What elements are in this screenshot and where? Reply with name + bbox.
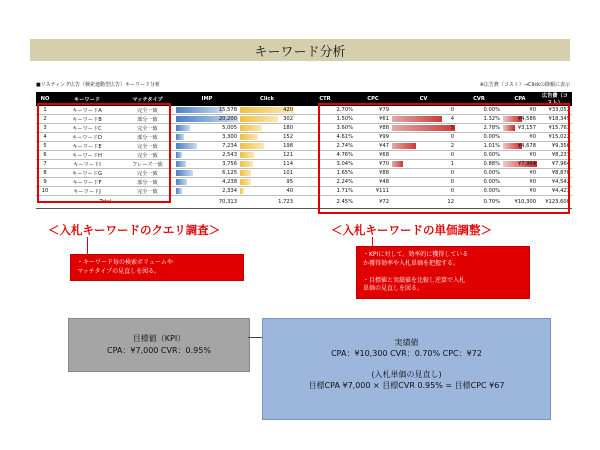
row-number: 5 xyxy=(36,142,54,151)
click-databar xyxy=(240,143,264,149)
match-type-cell: 完全一致 xyxy=(120,151,175,160)
ctr-cell: 4.76% xyxy=(295,151,355,160)
cost-cell: ¥15,763 xyxy=(538,124,572,133)
metric-columns-highlight xyxy=(318,103,570,214)
keyword-columns-highlight xyxy=(37,103,171,203)
row-number: 1 xyxy=(36,106,54,115)
cpc-cell: ¥68 xyxy=(355,151,391,160)
cvr-cell: 0.00% xyxy=(456,106,502,115)
total-ctr: 2.45% xyxy=(295,196,355,209)
click-cell-value: 302 xyxy=(283,116,293,122)
cv-cell-value: 5 xyxy=(450,125,454,131)
click-cell xyxy=(239,151,295,160)
imp-cell xyxy=(175,115,239,124)
note-right-line: 単価の見直しを図る。 xyxy=(363,285,424,292)
ctr-cell: 3.60% xyxy=(295,124,355,133)
cvr-cell: 0.00% xyxy=(456,178,502,187)
click-cell xyxy=(239,187,295,196)
page-title-banner xyxy=(30,39,570,61)
annotation-query-research: ＜入札キーワードのクエリ調査＞ xyxy=(48,223,221,237)
total-imp: 70,313 xyxy=(175,196,239,209)
actual-results-box xyxy=(262,318,551,420)
cost-cell: ¥18,345 xyxy=(538,115,572,124)
click-cell-value: 101 xyxy=(283,170,293,176)
cpc-cell: ¥88 xyxy=(355,169,391,178)
match-type-cell: 完全一致 xyxy=(120,187,175,196)
note-right-line xyxy=(363,268,523,277)
click-cell-value: 114 xyxy=(283,161,293,167)
kpi-title: 目標値（KPI） xyxy=(132,334,186,343)
cv-cell-value: 0 xyxy=(450,134,454,140)
cvr-cell: 0.00% xyxy=(456,133,502,142)
cvr-cell: 0.00% xyxy=(456,151,502,160)
note-right-line: ・目標値と実績値を比較し逆算で入札 xyxy=(363,276,466,284)
total-cpa: ¥10,300 xyxy=(502,196,538,209)
imp-databar xyxy=(176,107,223,113)
cv-cell-value: 0 xyxy=(450,170,454,176)
row-number: 6 xyxy=(36,151,54,160)
click-cell xyxy=(239,160,295,169)
click-databar xyxy=(240,134,258,140)
total-cost: ¥123,600 xyxy=(538,196,572,209)
keyword-cell: キーワードH xyxy=(54,151,120,160)
imp-databar xyxy=(176,152,182,158)
cv-cell-value: 0 xyxy=(450,188,454,194)
col-header-imp[interactable]: IMP xyxy=(175,92,239,106)
click-cell-value: 198 xyxy=(283,143,293,149)
imp-cell xyxy=(175,178,239,187)
cvr-cell: 0.00% xyxy=(456,187,502,196)
cost-cell: ¥33,052 xyxy=(538,106,572,115)
imp-databar xyxy=(176,143,197,149)
imp-cell-value: 5,005 xyxy=(222,125,237,131)
imp-cell xyxy=(175,142,239,151)
col-header-no[interactable]: NO xyxy=(36,92,54,106)
cvr-cell: 0.88% xyxy=(456,160,502,169)
ctr-cell: 1.71% xyxy=(295,187,355,196)
imp-cell-value: 6,125 xyxy=(222,170,237,176)
click-databar xyxy=(240,188,244,194)
keyword-cell: キーワードB xyxy=(54,115,120,124)
note-left-line: マッチタイプの見直しを図る。 xyxy=(77,267,161,275)
result-values: CPA：¥10,300 CVR：0.70% CPC：¥72 xyxy=(331,349,482,358)
ctr-cell: 4.61% xyxy=(295,133,355,142)
cpc-cell: ¥70 xyxy=(355,160,391,169)
total-cpc: ¥72 xyxy=(355,196,391,209)
cpa-cell-value: ¥4,586 xyxy=(517,116,536,122)
table-subtitle: ■リスティング広告（検索連動型広告）キーワード分析 xyxy=(36,82,161,88)
keyword-cell: キーワードI xyxy=(54,160,120,169)
note-query-research xyxy=(70,254,244,281)
click-cell xyxy=(239,124,295,133)
imp-cell-value: 20,200 xyxy=(218,116,237,122)
keyword-cell: キーワードJ xyxy=(54,187,120,196)
cost-cell: ¥4,423 xyxy=(538,187,572,196)
col-header-ctr[interactable]: CTR xyxy=(295,92,355,106)
imp-cell-value: 4,238 xyxy=(222,179,237,185)
click-cell xyxy=(239,178,295,187)
total-cv: 12 xyxy=(391,196,456,209)
imp-cell-value: 15,578 xyxy=(218,107,237,113)
cpc-cell: ¥111 xyxy=(355,187,391,196)
page-title: キーワード分析 xyxy=(254,44,346,60)
click-databar xyxy=(240,161,253,167)
target-cpc-formula: 目標CPA ¥7,000 × 目標CVR 0.95% = 目標CPC ¥67 xyxy=(308,381,505,390)
kpi-to-result-arrow xyxy=(248,337,262,338)
cpa-cell-value: ¥0 xyxy=(529,134,536,140)
click-cell-value: 420 xyxy=(283,107,293,113)
match-type-cell: フレーズ一致 xyxy=(120,160,175,169)
imp-cell xyxy=(175,169,239,178)
cvr-cell: 1.01% xyxy=(456,142,502,151)
imp-cell xyxy=(175,106,239,115)
cost-cell: ¥15,022 xyxy=(538,133,572,142)
cv-cell-value: 0 xyxy=(450,152,454,158)
note-right-line: か獲得効率や入札単価を把握する。 xyxy=(363,259,460,267)
match-type-cell: 部分一致 xyxy=(120,178,175,187)
click-cell xyxy=(239,133,295,142)
cpa-cell-value: ¥0 xyxy=(529,152,536,158)
note-bid-adjustment xyxy=(356,246,530,299)
cv-cell-value: 0 xyxy=(450,107,454,113)
match-type-cell: 完全一致 xyxy=(120,142,175,151)
imp-databar xyxy=(176,161,186,167)
click-databar xyxy=(240,125,262,131)
cpa-cell-value: ¥0 xyxy=(529,107,536,113)
click-cell-value: 121 xyxy=(283,152,293,158)
row-number: 7 xyxy=(36,160,54,169)
total-click: 1,723 xyxy=(239,196,295,209)
col-header-cvr[interactable]: CVR xyxy=(456,92,502,106)
match-type-cell: 完全一致 xyxy=(120,169,175,178)
ctr-cell: 1.65% xyxy=(295,169,355,178)
imp-cell-value: 3,756 xyxy=(222,161,237,167)
col-header-keyword[interactable]: キーワード xyxy=(54,92,120,106)
imp-cell xyxy=(175,160,239,169)
col-header-cpa[interactable]: CPA xyxy=(502,92,538,106)
match-type-cell: 部分一致 xyxy=(120,133,175,142)
click-cell-value: 40 xyxy=(286,188,293,194)
result-title: 実績値 xyxy=(394,338,419,347)
click-cell xyxy=(239,169,295,178)
row-number: 10 xyxy=(36,187,54,196)
connector-line-left xyxy=(87,237,88,255)
note-left-line: ・キーワード毎の検索ボリュームや xyxy=(77,259,173,266)
cost-cell: ¥9,356 xyxy=(538,142,572,151)
cpc-cell: ¥48 xyxy=(355,178,391,187)
cpc-cell: ¥99 xyxy=(355,133,391,142)
cpa-cell-value: ¥3,157 xyxy=(517,125,536,131)
keyword-cell: キーワードA xyxy=(54,106,120,115)
kpi-target-box xyxy=(68,318,250,372)
cpa-cell-value: ¥7,964 xyxy=(517,161,536,167)
row-number: 8 xyxy=(36,169,54,178)
imp-databar xyxy=(176,125,190,131)
click-databar xyxy=(240,116,278,122)
row-number: 4 xyxy=(36,133,54,142)
imp-cell xyxy=(175,151,239,160)
cpc-cell: ¥79 xyxy=(355,106,391,115)
cpa-cell-value: ¥0 xyxy=(529,179,536,185)
cpc-cell: ¥61 xyxy=(355,115,391,124)
cost-cell: ¥7,964 xyxy=(538,160,572,169)
col-header-click[interactable]: Click xyxy=(239,92,295,106)
cost-cell: ¥8,237 xyxy=(538,151,572,160)
cv-cell-value: 2 xyxy=(450,143,454,149)
click-cell-value: 180 xyxy=(283,125,293,131)
annotation-bid-adjustment: ＜入札キーワードの単価調整＞ xyxy=(331,223,492,237)
cvr-cell: 2.78% xyxy=(456,124,502,133)
ctr-cell: 2.74% xyxy=(295,142,355,151)
click-cell xyxy=(239,106,295,115)
ctr-cell: 2.70% xyxy=(295,106,355,115)
cpa-cell-value: ¥0 xyxy=(529,188,536,194)
sort-note: ※広告費（コスト）→Clickの降順に表示 xyxy=(479,82,570,88)
keyword-cell: キーワードG xyxy=(54,169,120,178)
cvr-cell: 0.00% xyxy=(456,169,502,178)
imp-cell xyxy=(175,124,239,133)
cpa-cell-value: ¥4,678 xyxy=(517,143,536,149)
total-label: Total xyxy=(36,196,175,209)
imp-databar xyxy=(176,134,184,140)
cpc-cell: ¥88 xyxy=(355,124,391,133)
click-cell xyxy=(239,142,295,151)
click-databar xyxy=(240,152,254,158)
keyword-cell: キーワードE xyxy=(54,142,120,151)
ctr-cell: 2.24% xyxy=(295,178,355,187)
imp-cell-value: 7,234 xyxy=(222,143,237,149)
click-cell-value: 152 xyxy=(283,134,293,140)
imp-cell-value: 2,543 xyxy=(222,152,237,158)
cvr-cell: 1.32% xyxy=(456,115,502,124)
cv-cell-value: 1 xyxy=(450,161,454,167)
match-type-cell: 完全一致 xyxy=(120,106,175,115)
match-type-cell: 完全一致 xyxy=(120,124,175,133)
ctr-cell: 1.50% xyxy=(295,115,355,124)
cpa-cell-value: ¥0 xyxy=(529,170,536,176)
cost-cell: ¥8,876 xyxy=(538,169,572,178)
imp-databar xyxy=(176,170,193,176)
keyword-cell: キーワードC xyxy=(54,124,120,133)
imp-cell xyxy=(175,187,239,196)
click-databar xyxy=(240,170,251,176)
click-databar xyxy=(240,179,251,185)
row-number: 9 xyxy=(36,178,54,187)
col-header-cv[interactable]: CV xyxy=(391,92,456,106)
imp-databar xyxy=(176,188,182,194)
imp-cell xyxy=(175,133,239,142)
keyword-cell: キーワードF xyxy=(54,178,120,187)
col-header-match-type[interactable]: マッチタイプ xyxy=(120,92,175,106)
imp-cell-value: 3,300 xyxy=(222,134,237,140)
row-number: 3 xyxy=(36,124,54,133)
cv-cell-value: 0 xyxy=(450,179,454,185)
click-cell-value: 95 xyxy=(286,179,293,185)
row-number: 2 xyxy=(36,115,54,124)
click-cell xyxy=(239,115,295,124)
col-header-cpc[interactable]: CPC xyxy=(355,92,391,106)
imp-databar xyxy=(176,179,187,185)
col-header-cost[interactable]: 広告費（コスト） xyxy=(538,92,572,106)
bid-review-heading: (入札単価の見直し) xyxy=(371,370,442,379)
cpc-cell: ¥47 xyxy=(355,142,391,151)
cv-cell-value: 4 xyxy=(450,116,454,122)
total-cvr: 0.70% xyxy=(456,196,502,209)
imp-cell-value: 2,334 xyxy=(222,188,237,194)
note-right-line: ・KPIに対して、効率的に獲得している xyxy=(363,251,469,258)
keyword-cell: キーワードD xyxy=(54,133,120,142)
match-type-cell: 部分一致 xyxy=(120,115,175,124)
kpi-values: CPA：¥7,000 CVR：0.95% xyxy=(107,346,211,355)
ctr-cell: 3.04% xyxy=(295,160,355,169)
cost-cell: ¥4,542 xyxy=(538,178,572,187)
